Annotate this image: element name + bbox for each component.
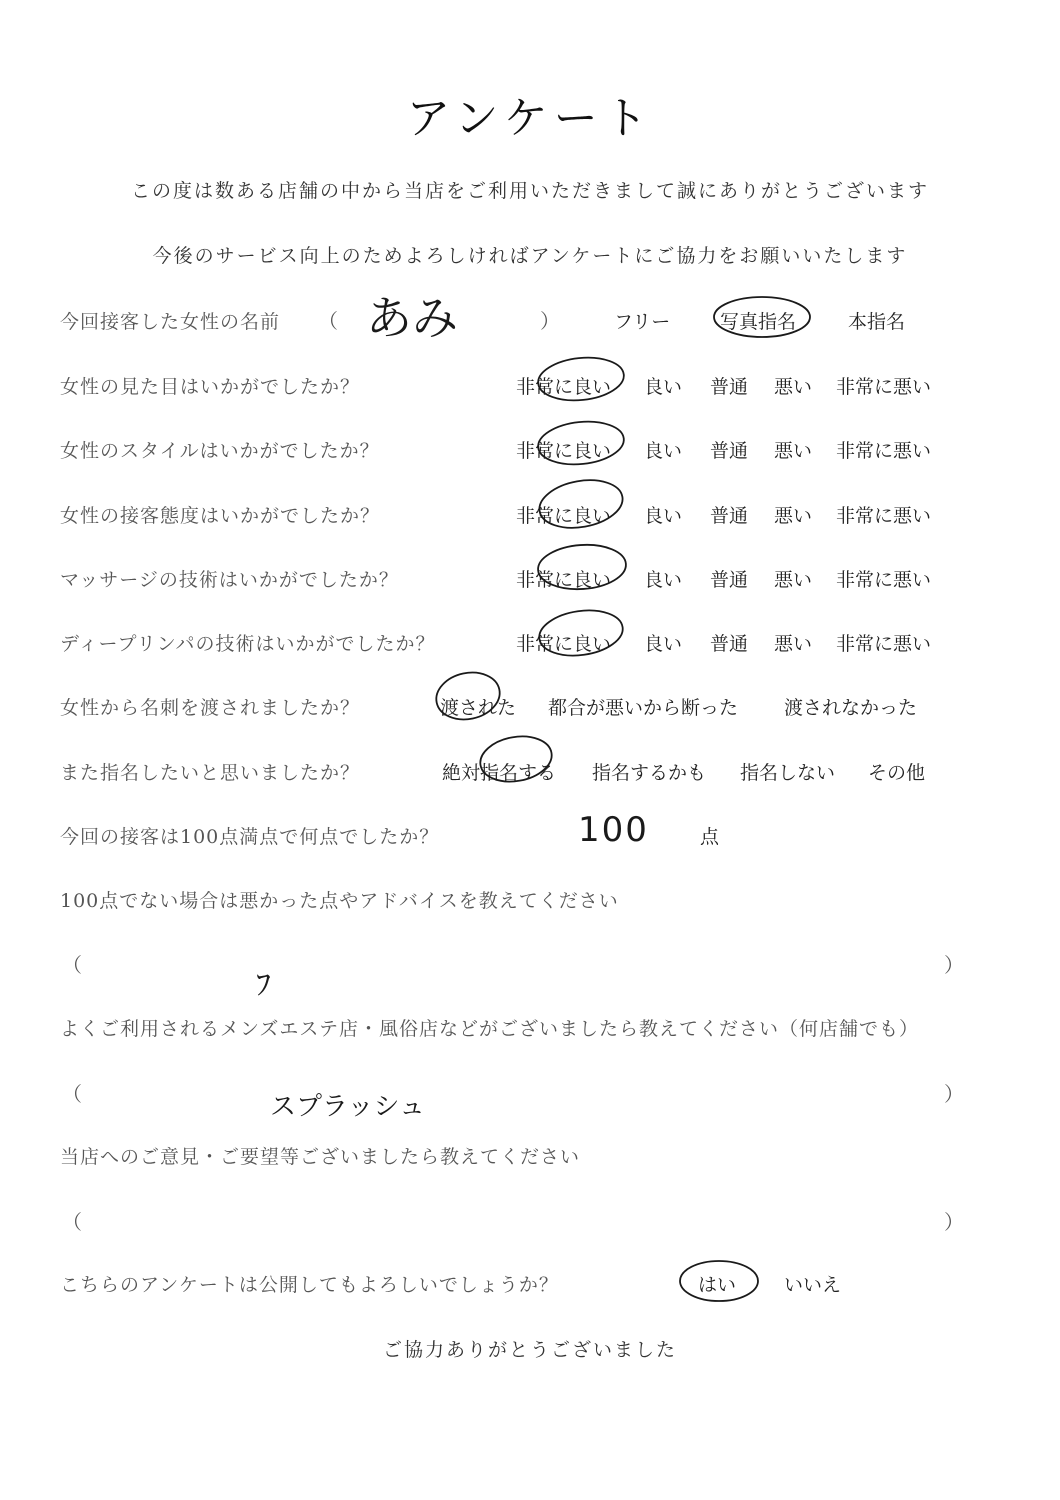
rating-question-appearance: 女性の見た目はいかがでしたか？: [60, 376, 361, 398]
other-shops-answer[interactable]: スプラッシュ: [270, 1092, 425, 1122]
rating-option-normal[interactable]: 普通: [710, 440, 749, 462]
rating-option-normal[interactable]: 普通: [710, 633, 749, 655]
renominate-option-no[interactable]: 指名しない: [740, 762, 836, 784]
selection-circle: [536, 478, 626, 530]
rating-option-very-bad[interactable]: 非常に悪い: [836, 376, 932, 398]
rating-question-attitude: 女性の接客態度はいかがでしたか？: [60, 505, 381, 527]
rating-option-bad[interactable]: 悪い: [774, 633, 813, 655]
card-option-received[interactable]: 渡された: [440, 697, 517, 719]
requests-open-paren: （: [62, 1210, 82, 1234]
page-title: アンケート: [406, 93, 654, 144]
selection-circle: [536, 608, 626, 658]
rating-question-style: 女性のスタイルはいかがでしたか？: [60, 440, 380, 462]
publish-option-yes[interactable]: はい: [698, 1274, 737, 1296]
renominate-question: また指名したいと思いましたか？: [60, 762, 361, 784]
selection-circle: [434, 670, 502, 722]
option-main-nomination[interactable]: 本指名: [848, 311, 906, 333]
staff-close-paren: ）: [540, 309, 560, 333]
staff-open-paren: （: [318, 309, 338, 333]
rating-option-bad[interactable]: 悪い: [774, 376, 813, 398]
requests-question: 当店へのご意見・ご要望等ございましたら教えてください: [60, 1146, 581, 1168]
advice-open-paren: （: [62, 953, 82, 977]
rating-option-very-good[interactable]: 非常に良い: [516, 376, 612, 398]
rating-option-good[interactable]: 良い: [644, 505, 683, 527]
rating-option-bad[interactable]: 悪い: [774, 569, 813, 591]
rating-option-good[interactable]: 良い: [644, 440, 683, 462]
card-question: 女性から名刺を渡されましたか？: [60, 697, 361, 719]
rating-option-very-bad[interactable]: 非常に悪い: [836, 633, 932, 655]
selection-circle: [712, 294, 812, 340]
score-question: 今回の接客は100点満点で何点でしたか？: [60, 826, 440, 848]
rating-question-lymph: ディープリンパの技術はいかがでしたか？: [60, 633, 436, 655]
renominate-option-maybe[interactable]: 指名するかも: [592, 762, 707, 784]
rating-option-very-bad[interactable]: 非常に悪い: [836, 505, 932, 527]
option-photo-nomination[interactable]: 写真指名: [720, 311, 797, 333]
rating-option-normal[interactable]: 普通: [710, 569, 749, 591]
publish-option-no[interactable]: いいえ: [784, 1274, 842, 1296]
rating-option-good[interactable]: 良い: [644, 633, 683, 655]
rating-option-normal[interactable]: 普通: [710, 505, 749, 527]
advice-close-paren: ）: [944, 953, 964, 977]
other-shops-open-paren: （: [62, 1082, 82, 1106]
rating-option-very-good[interactable]: 非常に良い: [516, 569, 612, 591]
other-shops-close-paren: ）: [944, 1082, 964, 1106]
selection-circle: [536, 355, 626, 403]
rating-option-bad[interactable]: 悪い: [774, 440, 813, 462]
advice-answer[interactable]: ﾌ: [256, 968, 271, 1003]
selection-circle: [678, 1258, 760, 1304]
staff-name-answer[interactable]: あみ: [366, 291, 458, 345]
selection-circle: [536, 542, 628, 592]
score-answer[interactable]: 100: [578, 810, 649, 850]
rating-option-very-bad[interactable]: 非常に悪い: [836, 569, 932, 591]
rating-option-normal[interactable]: 普通: [710, 376, 749, 398]
rating-question-massage: マッサージの技術はいかがでしたか？: [60, 569, 399, 591]
rating-option-good[interactable]: 良い: [644, 376, 683, 398]
publish-question: こちらのアンケートは公開してもよろしいでしょうか？: [60, 1274, 559, 1296]
selection-circle: [536, 419, 626, 467]
option-free[interactable]: フリー: [614, 311, 671, 333]
closing-message: ご協力ありがとうございました: [382, 1339, 677, 1361]
rating-option-very-good[interactable]: 非常に良い: [516, 440, 612, 462]
rating-option-bad[interactable]: 悪い: [774, 505, 813, 527]
renominate-option-other[interactable]: その他: [868, 762, 926, 784]
intro-line-1: この度は数ある店舗の中から当店をご利用いただきまして誠にありがとうございます: [130, 180, 929, 202]
staff-name-question: 今回接客した女性の名前: [60, 311, 281, 333]
renominate-option-definitely[interactable]: 絶対指名する: [442, 762, 557, 784]
rating-option-very-good[interactable]: 非常に良い: [516, 633, 612, 655]
card-option-declined[interactable]: 都合が悪いから断った: [548, 697, 739, 719]
card-option-not-received[interactable]: 渡されなかった: [784, 697, 918, 719]
advice-question: 100点でない場合は悪かった点やアドバイスを教えてください: [60, 890, 619, 912]
rating-option-very-bad[interactable]: 非常に悪い: [836, 440, 932, 462]
requests-close-paren: ）: [944, 1210, 964, 1234]
rating-option-very-good[interactable]: 非常に良い: [516, 505, 612, 527]
other-shops-question: よくご利用されるメンズエステ店・風俗店などがございましたら教えてください（何店舗でも）: [60, 1018, 920, 1040]
intro-line-2: 今後のサービス向上のためよろしければアンケートにご協力をお願いいたします: [152, 245, 908, 267]
rating-option-good[interactable]: 良い: [644, 569, 683, 591]
score-unit: 点: [700, 826, 720, 848]
selection-circle: [478, 734, 554, 784]
